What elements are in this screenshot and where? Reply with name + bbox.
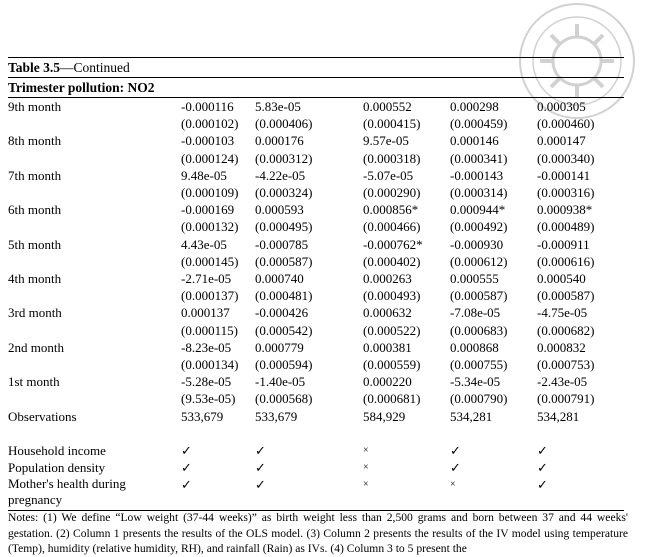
se-row bbox=[8, 184, 624, 201]
coef-cell: 0.000298 bbox=[450, 99, 499, 114]
cross-icon: × bbox=[363, 444, 369, 456]
row-label-empty bbox=[8, 322, 181, 339]
row-label-empty bbox=[8, 150, 181, 167]
se-cell: (0.000791) bbox=[537, 391, 595, 407]
coef-row bbox=[8, 201, 624, 218]
row-label: 5th month bbox=[8, 236, 62, 252]
row-label: 3rd month bbox=[8, 305, 62, 321]
check-icon: ✓ bbox=[181, 460, 192, 476]
control-label: Population density bbox=[8, 460, 106, 476]
coef-cell: -5.28e-05 bbox=[181, 374, 232, 390]
row-label: 8th month bbox=[8, 133, 62, 149]
se-cell: (0.000115) bbox=[181, 322, 238, 338]
row-label-empty bbox=[8, 115, 181, 132]
coef-cell: -5.07e-05 bbox=[363, 167, 414, 183]
coef-cell: -4.75e-05 bbox=[537, 305, 588, 321]
coef-cell: -0.000143 bbox=[450, 167, 504, 183]
coef-cell: 4.43e-05 bbox=[181, 236, 227, 252]
se-cell: (0.000753) bbox=[537, 357, 595, 373]
table-title-suffix: —Continued bbox=[60, 60, 130, 75]
table-title bbox=[8, 58, 624, 78]
se-cell: (0.000466) bbox=[363, 219, 421, 235]
coef-row bbox=[8, 236, 624, 253]
row-label-empty bbox=[8, 184, 181, 201]
se-cell: (0.000790) bbox=[450, 391, 508, 407]
se-cell: (0.000616) bbox=[537, 253, 595, 269]
se-cell: (0.000290) bbox=[363, 185, 421, 201]
coef-cell: -4.22e-05 bbox=[255, 167, 306, 183]
coef-row bbox=[8, 373, 624, 390]
coef-cell: -7.08e-05 bbox=[450, 305, 501, 321]
coef-cell: 0.000856* bbox=[363, 202, 419, 218]
coef-cell: -2.71e-05 bbox=[181, 271, 232, 287]
check-icon: ✓ bbox=[255, 460, 266, 476]
coef-cell: 0.000740 bbox=[255, 271, 304, 287]
se-cell: (0.000681) bbox=[363, 391, 421, 407]
check-icon: ✓ bbox=[450, 442, 461, 458]
se-cell: (0.000340) bbox=[537, 150, 595, 166]
se-cell: (0.000341) bbox=[450, 150, 508, 166]
spacer-row bbox=[8, 425, 624, 442]
row-label: 4th month bbox=[8, 271, 62, 287]
observations-cell: 533,679 bbox=[255, 408, 298, 424]
panel-title: Trimester pollution: NO2 bbox=[8, 78, 624, 98]
coef-cell: 0.000552 bbox=[363, 99, 412, 114]
coefficient-table bbox=[8, 98, 624, 508]
se-cell: (0.000683) bbox=[450, 322, 508, 338]
coef-row bbox=[8, 98, 624, 115]
coef-cell: 0.000305 bbox=[537, 99, 586, 114]
se-cell: (0.000594) bbox=[255, 357, 313, 373]
se-cell: (9.53e-05) bbox=[181, 391, 236, 407]
se-cell: (0.000587) bbox=[255, 253, 313, 269]
cross-icon: × bbox=[363, 479, 369, 491]
check-icon: ✓ bbox=[255, 477, 266, 493]
row-label: 1st month bbox=[8, 374, 60, 390]
row-label-empty bbox=[8, 356, 181, 373]
cross-icon: × bbox=[450, 479, 456, 491]
coef-row bbox=[8, 167, 624, 184]
coef-cell: 0.000147 bbox=[537, 133, 586, 149]
se-cell: (0.000134) bbox=[181, 357, 239, 373]
se-cell: (0.000137) bbox=[181, 288, 239, 304]
coef-cell: 0.000146 bbox=[450, 133, 499, 149]
coef-row bbox=[8, 304, 624, 321]
check-icon: ✓ bbox=[255, 442, 266, 458]
se-cell: (0.000682) bbox=[537, 322, 595, 338]
coef-cell: -0.000785 bbox=[255, 236, 309, 252]
observations-cell: 584,929 bbox=[363, 408, 406, 424]
row-label-empty bbox=[8, 218, 181, 235]
row-label-empty bbox=[8, 253, 181, 270]
coef-cell: 0.000632 bbox=[363, 305, 412, 321]
check-icon: ✓ bbox=[181, 477, 192, 493]
se-cell: (0.000460) bbox=[537, 116, 595, 132]
coef-cell: 0.000832 bbox=[537, 339, 586, 355]
se-cell: (0.000587) bbox=[450, 288, 508, 304]
se-row bbox=[8, 150, 624, 167]
se-cell: (0.000481) bbox=[255, 288, 313, 304]
se-cell: (0.000324) bbox=[255, 185, 313, 201]
se-row bbox=[8, 253, 624, 270]
se-cell: (0.000102) bbox=[181, 116, 239, 132]
coef-cell: 0.000779 bbox=[255, 339, 304, 355]
se-row bbox=[8, 322, 624, 339]
observations-cell: 533,679 bbox=[181, 408, 224, 424]
se-cell: (0.000542) bbox=[255, 322, 313, 338]
coef-cell: -5.34e-05 bbox=[450, 374, 501, 390]
se-cell: (0.000145) bbox=[181, 253, 239, 269]
se-cell: (0.000492) bbox=[450, 219, 508, 235]
se-cell: (0.000314) bbox=[450, 185, 508, 201]
se-cell: (0.000459) bbox=[450, 116, 508, 132]
control-label: Mother's health during pregnancy bbox=[8, 476, 126, 508]
observations-cell: 534,281 bbox=[450, 408, 493, 424]
check-icon: ✓ bbox=[181, 442, 192, 458]
coef-cell: 0.000593 bbox=[255, 202, 304, 218]
se-cell: (0.000318) bbox=[363, 150, 421, 166]
se-row bbox=[8, 287, 624, 304]
coef-cell: 0.000944* bbox=[450, 202, 506, 218]
se-cell: (0.000312) bbox=[255, 150, 313, 166]
coef-cell: 0.000381 bbox=[363, 339, 412, 355]
control-row bbox=[8, 442, 624, 459]
se-cell: (0.000568) bbox=[255, 391, 313, 407]
coef-row bbox=[8, 339, 624, 356]
coef-cell: -0.000762* bbox=[363, 236, 423, 252]
coef-cell: 9.48e-05 bbox=[181, 167, 227, 183]
row-label: 2nd month bbox=[8, 339, 64, 355]
coef-row bbox=[8, 132, 624, 149]
se-cell: (0.000522) bbox=[363, 322, 421, 338]
coef-cell: 9.57e-05 bbox=[363, 133, 409, 149]
se-cell: (0.000124) bbox=[181, 150, 239, 166]
se-cell: (0.000109) bbox=[181, 185, 239, 201]
observations-row bbox=[8, 408, 624, 425]
coef-cell: -0.000116 bbox=[181, 99, 234, 114]
coef-cell: -8.23e-05 bbox=[181, 339, 232, 355]
se-cell: (0.000316) bbox=[537, 185, 595, 201]
row-label: 9th month bbox=[8, 99, 62, 114]
check-icon: ✓ bbox=[537, 460, 548, 476]
se-cell: (0.000415) bbox=[363, 116, 421, 132]
cross-icon: × bbox=[363, 462, 369, 474]
coef-cell: 0.000540 bbox=[537, 271, 586, 287]
se-cell: (0.000755) bbox=[450, 357, 508, 373]
check-icon: ✓ bbox=[537, 477, 548, 493]
control-row bbox=[8, 476, 624, 508]
coef-cell: -0.000930 bbox=[450, 236, 504, 252]
coef-cell: -0.000911 bbox=[537, 236, 590, 252]
coef-cell: 0.000555 bbox=[450, 271, 499, 287]
coef-cell: 0.000868 bbox=[450, 339, 499, 355]
observations-cell: 534,281 bbox=[537, 408, 580, 424]
check-icon: ✓ bbox=[450, 460, 461, 476]
se-cell: (0.000587) bbox=[537, 288, 595, 304]
se-cell: (0.000402) bbox=[363, 253, 421, 269]
coef-cell: -2.43e-05 bbox=[537, 374, 588, 390]
coef-cell: -0.000103 bbox=[181, 133, 235, 149]
regression-table bbox=[8, 57, 624, 511]
coef-cell: -0.000141 bbox=[537, 167, 591, 183]
coef-cell: 0.000137 bbox=[181, 305, 230, 321]
se-cell: (0.000406) bbox=[255, 116, 313, 132]
coef-cell: 0.000176 bbox=[255, 133, 304, 149]
se-cell: (0.000132) bbox=[181, 219, 239, 235]
row-label-empty bbox=[8, 287, 181, 304]
coef-cell: -0.000426 bbox=[255, 305, 309, 321]
coef-cell: -0.000169 bbox=[181, 202, 235, 218]
coef-cell: 0.000938* bbox=[537, 202, 593, 218]
se-cell: (0.000612) bbox=[450, 253, 508, 269]
row-label: 6th month bbox=[8, 202, 62, 218]
control-label: Household income bbox=[8, 442, 106, 458]
coef-row bbox=[8, 270, 624, 287]
row-label-empty bbox=[8, 390, 181, 407]
se-cell: (0.000493) bbox=[363, 288, 421, 304]
se-cell: (0.000495) bbox=[255, 219, 313, 235]
row-label: 7th month bbox=[8, 167, 62, 183]
se-row bbox=[8, 218, 624, 235]
observations-label: Observations bbox=[8, 408, 77, 424]
table-notes: Notes: (1) We define “Low weight (37-44 weeks)” as birth weight less than 2,500 grams and born between 37 and 44 weeks' gestation. (2) Column 1 presents the results of the OLS model. (3) Column 2 presents the results of the IV model using temperature (Temp), humidity (relative humidity, RH), and rainfall (Rain) as IVs. (4) Column 3 to 5 present the bbox=[8, 511, 628, 555]
coef-cell: 0.000263 bbox=[363, 271, 412, 287]
table-number: Table 3.5 bbox=[8, 60, 61, 75]
se-row bbox=[8, 356, 624, 373]
coef-cell: -1.40e-05 bbox=[255, 374, 306, 390]
se-row bbox=[8, 115, 624, 132]
check-icon: ✓ bbox=[537, 442, 548, 458]
coef-cell: 5.83e-05 bbox=[255, 99, 301, 114]
se-cell: (0.000559) bbox=[363, 357, 421, 373]
se-row bbox=[8, 390, 624, 407]
se-cell: (0.000489) bbox=[537, 219, 595, 235]
coef-cell: 0.000220 bbox=[363, 374, 412, 390]
control-row bbox=[8, 459, 624, 476]
